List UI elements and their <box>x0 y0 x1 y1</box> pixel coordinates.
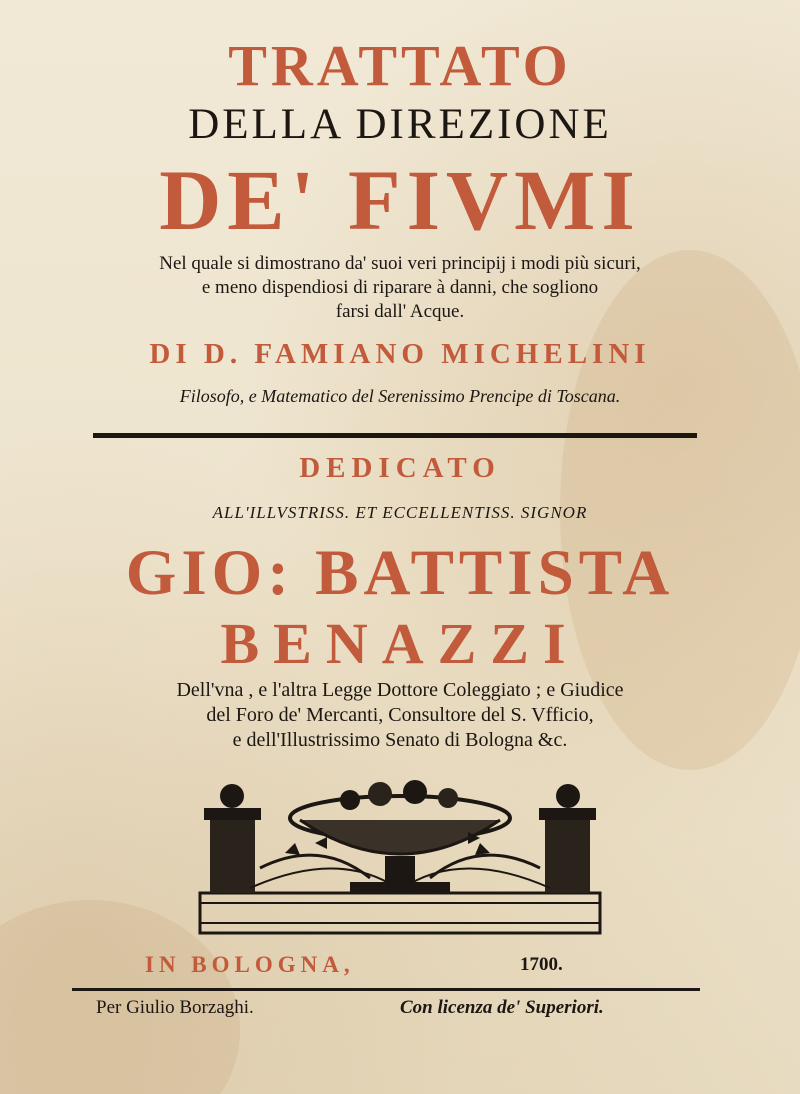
author-name: DI D. FAMIANO MICHELINI <box>149 338 651 370</box>
dedication-heading: DEDICATO <box>299 452 501 484</box>
dedicatee-titles <box>0 678 800 753</box>
dedicatee-title-line: del Foro de' Mercanti, Consultore del S. Vfficio, <box>206 704 594 726</box>
license-note: Con licenza de' Superiori. <box>400 997 604 1018</box>
dedication-line: ALL'ILLVSTRISS. ET ECCELLENTISS. SIGNOR <box>212 503 588 522</box>
bottom-rule <box>72 988 700 991</box>
description-block <box>0 252 800 324</box>
title-line-della-direzione: DELLA DIREZIONE <box>188 101 612 148</box>
description-line: Nel quale si dimostrano da' suoi veri principij i modi più sicuri, <box>159 253 641 274</box>
author-title: Filosofo, e Matematico del Serenissimo Prencipe di Toscana. <box>179 386 621 406</box>
dedicatee-title-line: e dell'Illustrissimo Senato di Bologna &c. <box>232 729 568 751</box>
divider-rule <box>93 433 697 438</box>
woodcut-vase-ornament-icon <box>190 778 610 938</box>
description-line: e meno dispendiosi di riparare à danni, che sogliono <box>201 277 599 298</box>
imprint-city: IN BOLOGNA, <box>145 952 355 977</box>
title-line-trattato: TRATTATO <box>228 33 572 98</box>
dedicatee-name-line1: GIO: BATTISTA <box>125 537 675 609</box>
title-line-de-fivmi: DE' FIVMI <box>159 152 641 248</box>
dedicatee-name-line2: BENAZZI <box>220 611 580 676</box>
dedicatee-title-line: Dell'vna , e l'altra Legge Dottore Coleggiato ; e Giudice <box>176 679 624 701</box>
printer-name: Per Giulio Borzaghi. <box>96 997 254 1018</box>
imprint-year: 1700. <box>520 954 563 975</box>
description-line: farsi dall' Acque. <box>335 301 465 322</box>
